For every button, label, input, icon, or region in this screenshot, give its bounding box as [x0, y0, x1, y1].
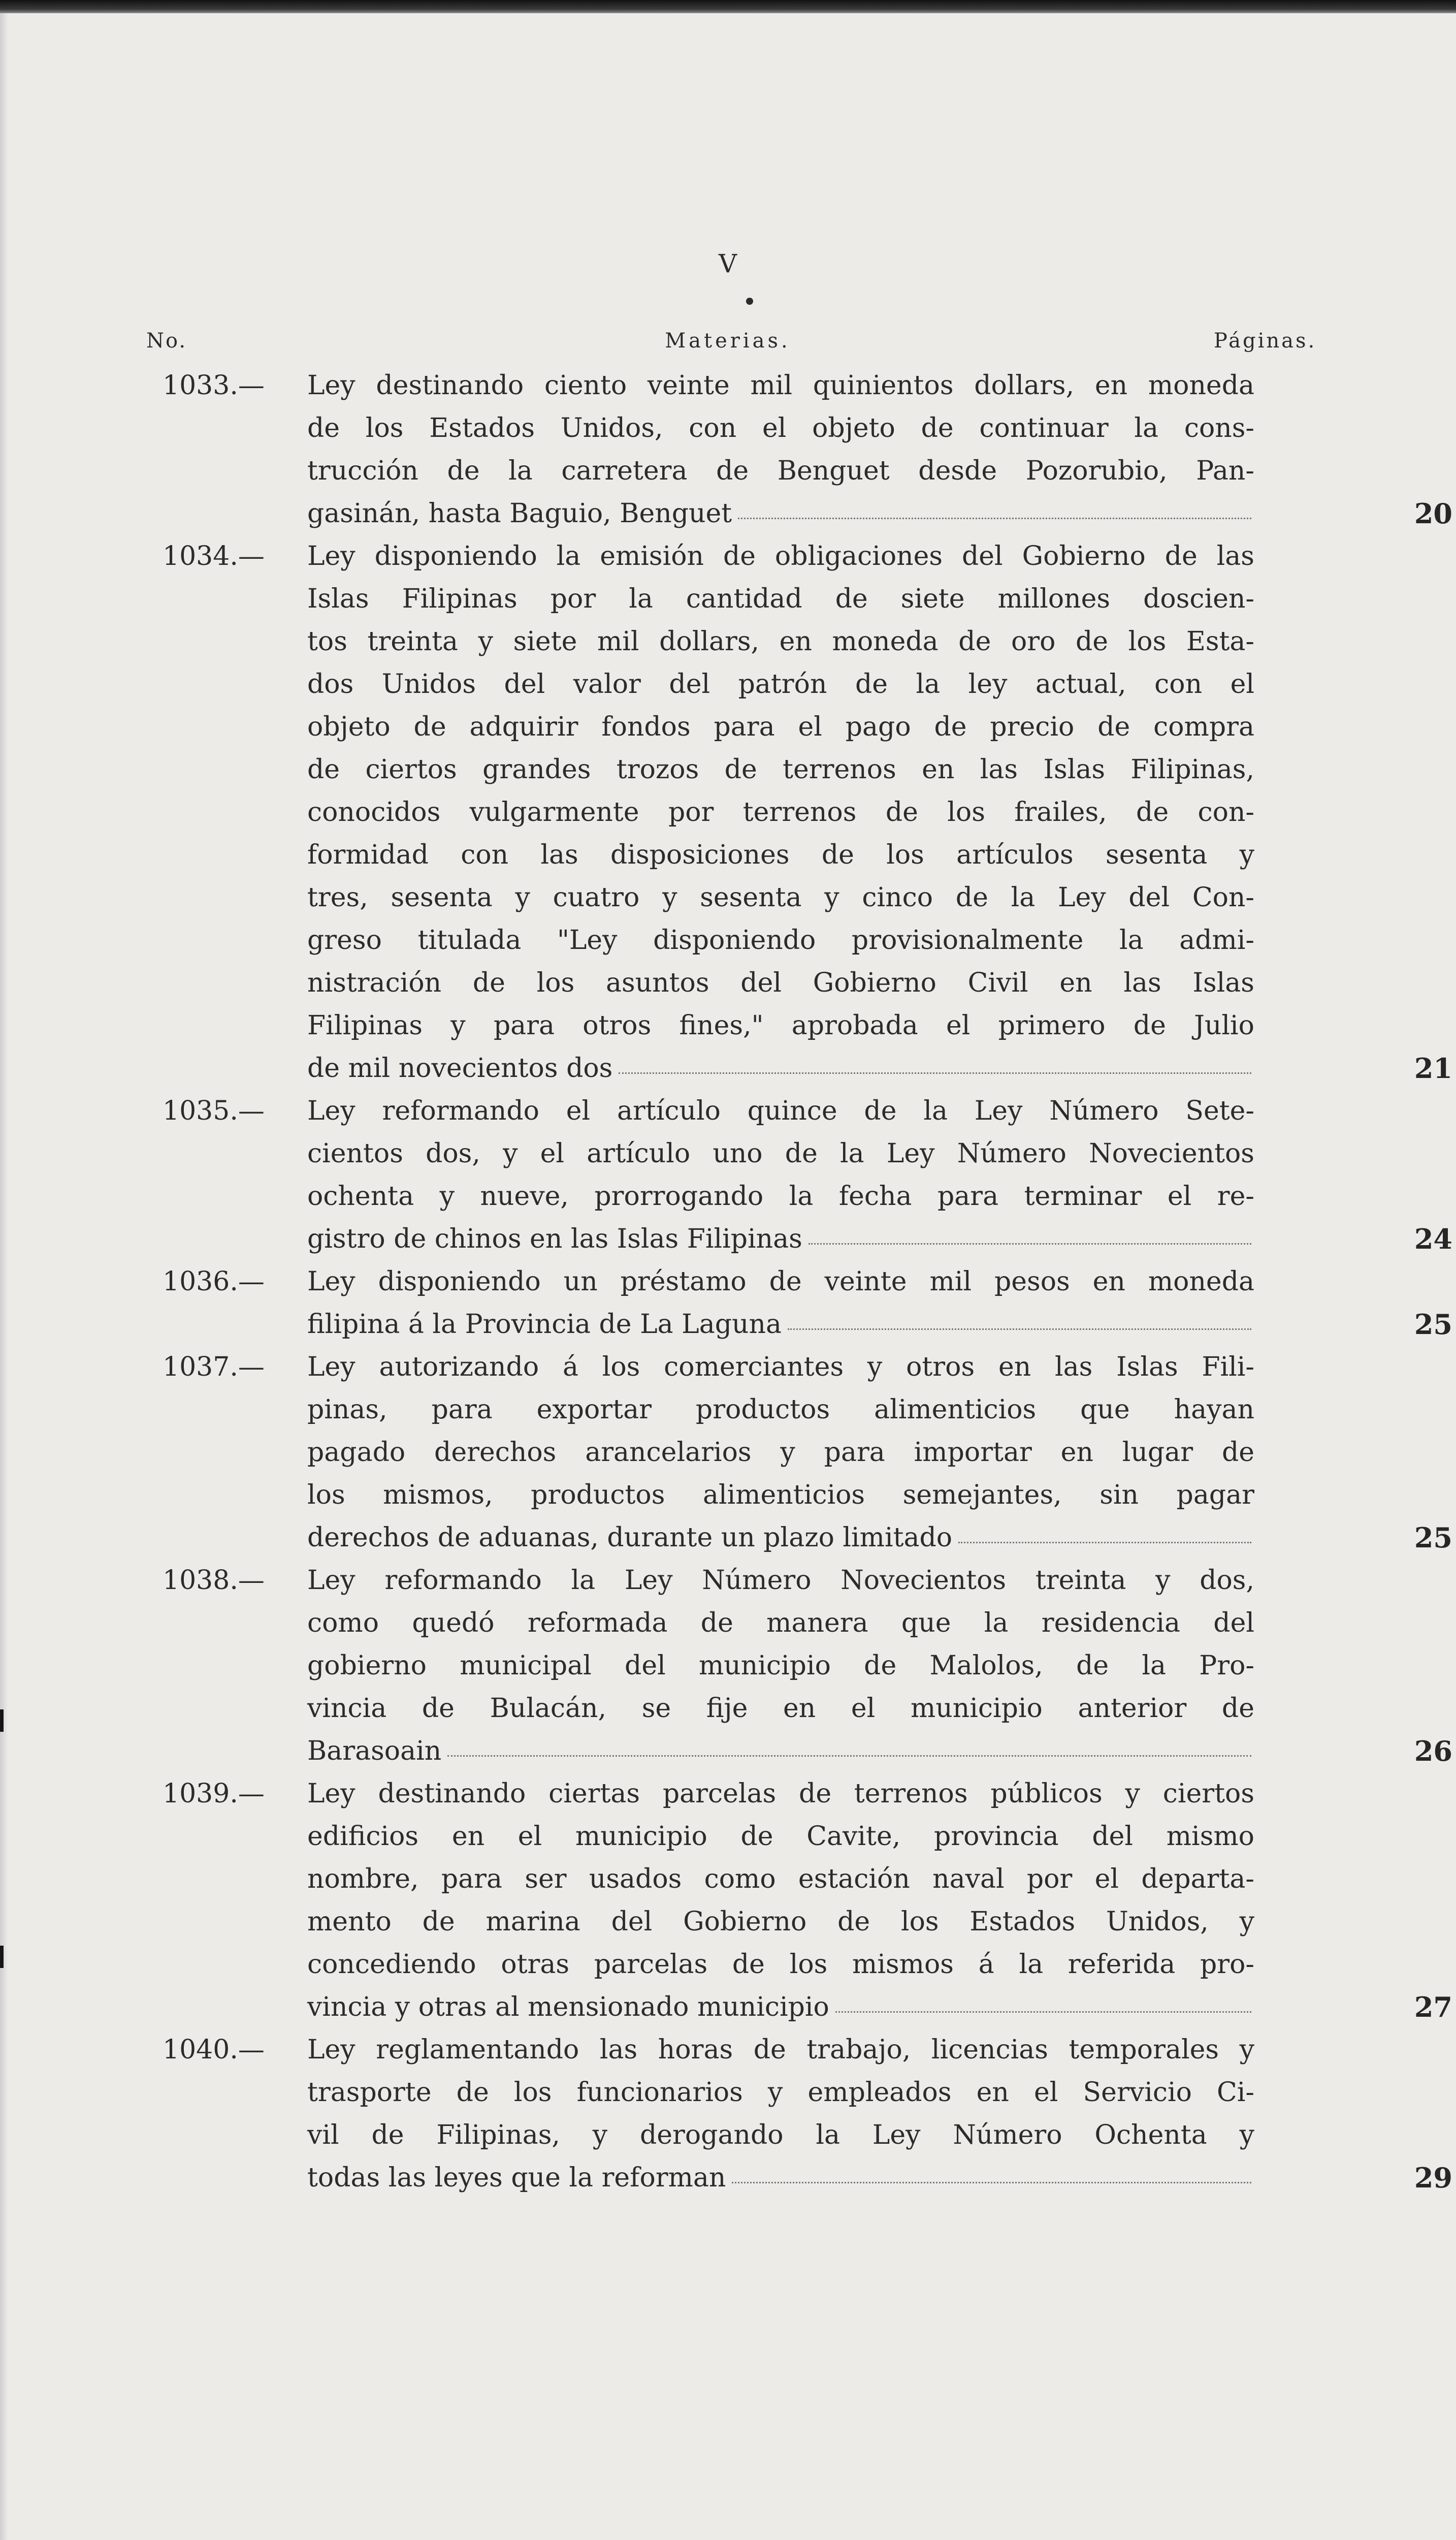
entry-line: trucción de la carretera de Benguet desde Pozorubio, Pan- — [307, 456, 1254, 486]
entry-description — [307, 1772, 1254, 2028]
entry-line: Ley destinando ciertas parcelas de terrenos públicos y ciertos — [307, 1779, 1254, 1809]
ornament-dot — [746, 298, 753, 305]
entry-number: 1038.— — [163, 1565, 265, 1596]
entry-line — [307, 1516, 1254, 1559]
entry-line: Islas Filipinas por la cantidad de siete millones doscien- — [307, 584, 1254, 614]
dot-leader — [447, 1730, 1251, 1757]
toc-entry — [163, 535, 1452, 1090]
dot-leader — [619, 1047, 1251, 1074]
entry-number: 1040.— — [163, 2035, 265, 2065]
entry-description — [307, 2028, 1254, 2199]
scan-left-edge — [0, 13, 8, 2540]
entry-line: vil de Filipinas, y derogando la Ley Número Ochenta y — [307, 2120, 1254, 2150]
header-number: No. — [146, 329, 187, 353]
dot-leader — [808, 1218, 1251, 1245]
entry-line-text: Barasoain — [307, 1736, 442, 1766]
entry-line: Ley reformando la Ley Número Novecientos treinta y dos, — [307, 1565, 1254, 1596]
entry-page-number: 21 — [1414, 1052, 1452, 1085]
binding-mark — [0, 1946, 4, 1968]
entry-line: edificios en el municipio de Cavite, provincia del mismo — [307, 1821, 1254, 1852]
dot-leader — [738, 492, 1251, 519]
toc-entry — [163, 1559, 1452, 1772]
toc-entry — [163, 1260, 1452, 1346]
entry-description — [307, 1260, 1254, 1346]
entry-line — [307, 492, 1254, 535]
table-of-contents — [163, 364, 1452, 2199]
entry-number: 1039.— — [163, 1779, 265, 1809]
entry-line: tres, sesenta y cuatro y sesenta y cinco de la Ley del Con- — [307, 882, 1254, 913]
entry-line: Ley disponiendo un préstamo de veinte mil pesos en moneda — [307, 1266, 1254, 1297]
entry-line: Ley destinando ciento veinte mil quinientos dollars, en moneda — [307, 370, 1254, 401]
entry-line: Filipinas y para otros fines," aprobada el primero de Julio — [307, 1010, 1254, 1041]
entry-line: nombre, para ser usados como estación naval por el departa- — [307, 1864, 1254, 1894]
entry-line: Ley autorizando á los comerciantes y otros en las Islas Fili- — [307, 1352, 1254, 1382]
entry-line: de ciertos grandes trozos de terrenos en las Islas Filipinas, — [307, 754, 1254, 785]
entry-line: de los Estados Unidos, con el objeto de continuar la cons- — [307, 413, 1254, 443]
entry-line: greso titulada "Ley disponiendo provisionalmente la admi- — [307, 925, 1254, 956]
entry-line: cientos dos, y el artículo uno de la Ley Número Novecientos — [307, 1138, 1254, 1169]
toc-entry — [163, 364, 1452, 535]
dot-leader — [958, 1516, 1251, 1543]
entry-description — [307, 535, 1254, 1090]
entry-number: 1037.— — [163, 1352, 265, 1382]
entry-line — [307, 1047, 1254, 1090]
entry-line: dos Unidos del valor del patrón de la ley actual, con el — [307, 669, 1254, 700]
entry-description — [307, 1346, 1254, 1559]
entry-number: 1035.— — [163, 1096, 265, 1126]
entry-line-text: de mil novecientos dos — [307, 1053, 613, 1084]
entry-page-number: 29 — [1414, 2162, 1452, 2194]
dot-leader — [788, 1303, 1251, 1330]
entry-line: nistración de los asuntos del Gobierno Civil en las Islas — [307, 968, 1254, 998]
entry-line — [307, 2156, 1254, 2199]
entry-line: objeto de adquirir fondos para el pago de precio de compra — [307, 712, 1254, 742]
toc-entry — [163, 2028, 1452, 2199]
entry-line-text: vincia y otras al mensionado municipio — [307, 1992, 829, 2022]
entry-number: 1033.— — [163, 370, 265, 401]
entry-line: pagado derechos arancelarios y para importar en lugar de — [307, 1437, 1254, 1468]
entry-line: los mismos, productos alimenticios semejantes, sin pagar — [307, 1480, 1254, 1510]
page-number: V — [718, 249, 737, 278]
entry-line: como quedó reformada de manera que la residencia del — [307, 1608, 1254, 1638]
entry-page-number: 25 — [1414, 1521, 1452, 1554]
toc-entry — [163, 1346, 1452, 1559]
entry-line-text: filipina á la Provincia de La Laguna — [307, 1309, 782, 1340]
header-pages: Páginas. — [1214, 329, 1317, 353]
entry-line: Ley reglamentando las horas de trabajo, licencias temporales y — [307, 2035, 1254, 2065]
entry-description — [307, 1559, 1254, 1772]
entry-description — [307, 364, 1254, 535]
entry-line: mento de marina del Gobierno de los Estados Unidos, y — [307, 1907, 1254, 1937]
entry-line: ochenta y nueve, prorrogando la fecha para terminar el re- — [307, 1181, 1254, 1212]
entry-line: tos treinta y siete mil dollars, en moneda de oro de los Esta- — [307, 626, 1254, 657]
entry-line-text: gistro de chinos en las Islas Filipinas — [307, 1224, 802, 1254]
entry-line — [307, 1986, 1254, 2028]
entry-line-text: derechos de aduanas, durante un plazo limitado — [307, 1522, 953, 1553]
entry-description — [307, 1090, 1254, 1260]
entry-line-text: gasinán, hasta Baguio, Benguet — [307, 498, 732, 529]
binding-mark — [0, 1709, 4, 1732]
entry-page-number: 24 — [1414, 1223, 1452, 1255]
entry-page-number: 25 — [1414, 1308, 1452, 1341]
dot-leader — [835, 1986, 1251, 2013]
entry-line: formidad con las disposiciones de los artículos sesenta y — [307, 840, 1254, 870]
entry-number: 1036.— — [163, 1266, 265, 1297]
entry-line: gobierno municipal del municipio de Malolos, de la Pro- — [307, 1650, 1254, 1681]
toc-entry — [163, 1090, 1452, 1260]
dot-leader — [732, 2156, 1251, 2183]
entry-line — [307, 1730, 1254, 1772]
entry-page-number: 27 — [1414, 1991, 1452, 2023]
entry-line: vincia de Bulacán, se fije en el municipio anterior de — [307, 1693, 1254, 1724]
toc-entry — [163, 1772, 1452, 2028]
entry-line: conocidos vulgarmente por terrenos de los frailes, de con- — [307, 797, 1254, 828]
entry-line: Ley reformando el artículo quince de la Ley Número Sete- — [307, 1096, 1254, 1126]
entry-line: trasporte de los funcionarios y empleados en el Servicio Ci- — [307, 2077, 1254, 2108]
entry-line: pinas, para exportar productos alimenticios que hayan — [307, 1394, 1254, 1425]
entry-page-number: 20 — [1414, 497, 1452, 530]
entry-line — [307, 1218, 1254, 1260]
entry-line: Ley disponiendo la emisión de obligaciones del Gobierno de las — [307, 541, 1254, 572]
entry-line-text: todas las leyes que la reforman — [307, 2163, 726, 2193]
entry-line — [307, 1303, 1254, 1346]
header-subject: Materias. — [665, 329, 791, 353]
entry-line: concediendo otras parcelas de los mismos á la referida pro- — [307, 1949, 1254, 1980]
entry-number: 1034.— — [163, 541, 265, 572]
entry-page-number: 26 — [1414, 1735, 1452, 1767]
scan-top-border — [0, 0, 1456, 13]
